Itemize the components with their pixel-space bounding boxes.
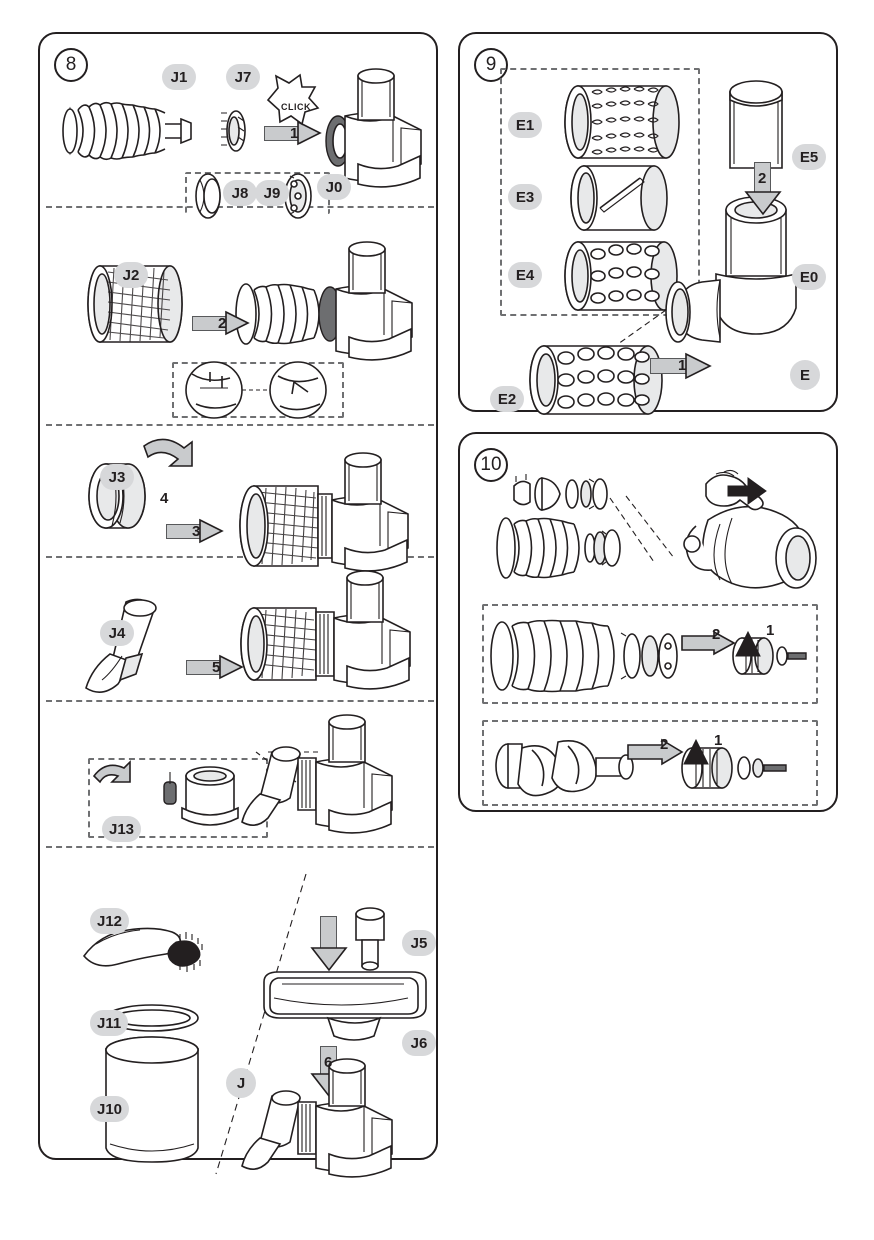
arrow-label-1: 1 <box>290 125 299 142</box>
arrow-label-2: 2 <box>758 170 767 187</box>
part-label-j13: J13 <box>102 816 141 842</box>
arrow-label-2a: 2 <box>712 626 721 643</box>
step-number-9: 9 <box>474 48 508 82</box>
part-label-j4: J4 <box>100 620 134 646</box>
part-label-e: E <box>790 360 820 390</box>
illustration-assembly-with-chute <box>236 734 446 846</box>
part-label-e5: E5 <box>792 144 826 170</box>
panel-step-10 <box>458 432 838 812</box>
arrow-label-4: 4 <box>160 490 169 507</box>
part-label-e0: E0 <box>792 264 826 290</box>
part-label-j5: J5 <box>402 930 436 956</box>
part-label-j3: J3 <box>100 464 134 490</box>
section-divider <box>46 846 434 848</box>
illustration-drum-e2 <box>506 334 706 424</box>
click-burst-icon <box>258 72 338 126</box>
part-label-e1: E1 <box>508 112 542 138</box>
part-label-j6: J6 <box>402 1030 436 1056</box>
part-label-e3: E3 <box>508 184 542 210</box>
part-label-j9: J9 <box>255 180 289 206</box>
illustration-ring-nut-j3 <box>40 430 440 560</box>
click-label: CLICK <box>281 102 311 112</box>
part-label-j12: J12 <box>90 908 129 934</box>
arrow-label-5: 5 <box>212 659 221 676</box>
illustration-body-e0-e5 <box>686 68 836 398</box>
part-label-j7: J7 <box>226 64 260 90</box>
illustration-detail-notch <box>170 360 350 422</box>
arrow-label-3: 3 <box>192 523 201 540</box>
arrow-label-1b: 1 <box>714 732 723 749</box>
arrow-label-1a: 1 <box>766 622 775 639</box>
panel-step-8 <box>38 32 438 1160</box>
illustration-assembly-b <box>486 724 816 804</box>
part-label-j10: J10 <box>90 1096 129 1122</box>
part-label-e2: E2 <box>490 386 524 412</box>
part-label-j1: J1 <box>162 64 196 90</box>
step-number-8: 8 <box>54 48 88 82</box>
part-label-j0: J0 <box>317 174 351 200</box>
section-divider <box>46 700 434 702</box>
part-label-e4: E4 <box>508 262 542 288</box>
arrow-label-1: 1 <box>678 357 687 374</box>
arrow-label-2b: 2 <box>660 736 669 753</box>
illustration-final-assembly <box>236 1070 446 1190</box>
step-number-10: 10 <box>474 448 508 482</box>
illustration-exploded-top <box>490 462 830 602</box>
section-divider <box>46 424 434 426</box>
part-label-j8: J8 <box>223 180 257 206</box>
part-label-j: J <box>226 1068 256 1098</box>
arrow-label-2: 2 <box>218 315 227 332</box>
part-label-j11: J11 <box>90 1010 128 1036</box>
arrow-step-4 <box>140 436 200 484</box>
arrow-insert-pusher <box>312 916 346 972</box>
arrow-label-6: 6 <box>324 1054 333 1071</box>
illustration-tray-j6-pusher-j5 <box>252 906 442 1048</box>
panel-step-9 <box>458 32 838 412</box>
part-label-j2: J2 <box>114 262 148 288</box>
